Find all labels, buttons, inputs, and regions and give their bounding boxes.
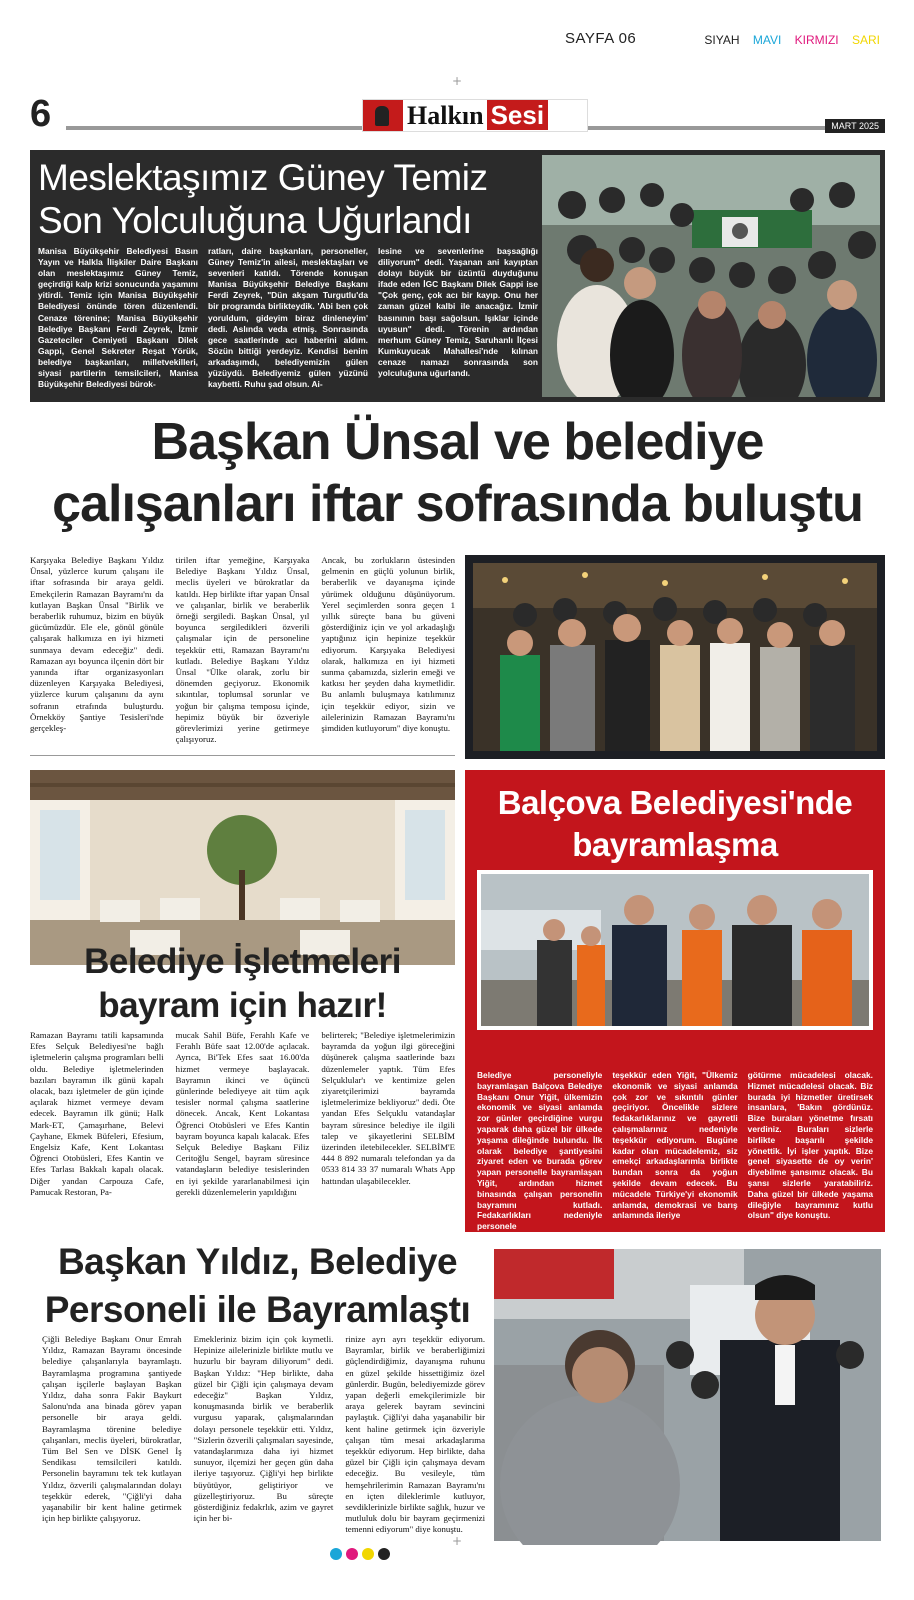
article-column: götürme mücadelesi olacak. Hizmet mücadelesi olacak. Biz burada iyi hizmetler üretirsek insanlara, 'Bakın gördünüz. Bize buraları yönetme fırsatı verdiniz. Buraları sizlerle birlikte başarılı şekilde yönettik. İyi işler yaptık. Bize genel siyasette de oy verin' diyebilme şansımız olacak. Bu şansı sizlerle yaratabiliriz. Daha güzel bir ülkede yaşama dileğiyle bayramınız kutlu olsun" diye konuştu. <box>747 1070 873 1221</box>
article-column: Ramazan Bayramı tatili kapsamında Efes Selçuk Belediyesi'ne bağlı işletmelerin çalışma programları belli oldu. Belediye işletmelerinden bazıları bayramın ilk günü kapalı olacak, bazı işletmeler de gün içinde açılarak hizmet vermeye devam edecek. Bayramın ilk günü; Halk Mark-ET, Çamaşırhane, Belevi Çayhane, Ekmek Büfeleri, Efesium, Engelsiz Kafe, Kent Lokantası Öğrenci Otobüsleri, Efes Kantin ve Efes Tarlası Bakkalı kapalı olacak. Diğer yandan Carpouza Cafe, Pamucak Restoran, Pa- <box>30 1030 164 1197</box>
article-column: Emekleriniz bizim için çok kıymetli. Hepinize ailelerinizle birlikte mutlu ve huzurlu bir bayram diliyorum" dedi. Başkan Yıldız: "Hep birlikte, daha güzel bir Çiğli için çalışmaya devam edeceğiz" Başkan Yıldız, konuşmasında birlik ve beraberlik vurgusu yaparak, çalışmalarından dolayı personele teşekkür etti. Yıldız, "Sizlerin özverili çalışmaları sayesinde, vatandaşlarımıza daha iyi hizmet sunuyor, ilçemizi her geçen gün daha ileriye taşıyoruz. Çiğli'yi hep birlikte büyütüyor, geliştiriyor ve güzelleştiriyoruz. Bu süreçte gösterdiğiniz fedakrlık, azim ve gayret için her bi- <box>193 1334 334 1524</box>
article-body-business-holiday <box>30 1030 455 1198</box>
magenta-dot <box>346 1548 358 1560</box>
article-column: teşekkür eden Yiğit, "Ülkemiz ekonomik ve siyasi anlamda çok zor ve sıkıntılı günler geçiriyor. Öncelikle sizlere fedakarlıklarınız ve gayretli çalışmalarınız nedeniyle teşekkür ediyorum. Bugüne kadar olan mücadelemiz, siz emekçi arkadaşlarımla birlikte bundan sonra da yoğun şekilde devam edecek. Bu mücadele Türkiye'yi ekonomik anlamda, demokrasi ve barış anlamında ileriye <box>612 1070 738 1221</box>
article-column: belirterek; "Belediye işletmelerimizin bayramda da yoğun ilgi göreceğini düşünerek çalışma saatlerinde bazı düzenlemeler yaptık. Tüm Efes Selçuklular'ı ve kentimize gelen ziyaretçilerimizi bayramda işletmelerimize bekliyoruz" dedi. Öte yandan Efes Selçuklu vatandaşlar bayram süresince belediye ile ilgili talep ve şikayetlerini SELBİM üzerinden iletebilecekler. SELBİM'E 444 8 892 numaralı telefondan ya da 0533 814 33 37 numaralı Whats App hattından ulaşabilecekler. <box>321 1030 456 1186</box>
article-body-balcova <box>477 1070 873 1232</box>
story-balcova <box>465 770 885 1232</box>
article-body-cigli <box>42 1334 485 1536</box>
cyan-dot <box>330 1548 342 1560</box>
headline-funeral: Meslektaşımız Güney Temiz Son Yolculuğuna Uğurlandı <box>38 157 488 241</box>
plate-yellow: SARI <box>851 33 880 47</box>
article-column: Çiğli Belediye Başkanı Onur Emrah Yıldız, Ramazan Bayramı öncesinde belediye çalışanlarıyla bayramlaştı. Bayramlaşma programına şantiyede çalışan işçilerle başlayan Başkan Yıldız, daha sonra Fakir Baykurt Salonu'nda ana binada görev yapan personelle bir araya geldi. Bayramlaşma törenine belediye çalışanları, meclis üyeleri, bürokratlar, Tüm Bel Sen ve DİSK Genel İş Sendikası temsilcileri katıldı. Personelin bayramını tek tek kutlayan Yıldız, özverili çalışmalarından dolayı teşekkür ederek, "Çiğli'yi daha yaşanabilir bir kent haline getirmek için hep birlikte çalışıyoruz. <box>42 1334 182 1524</box>
article-body-iftar <box>30 555 455 745</box>
logo-word-sesi: Sesi <box>487 100 549 130</box>
article-column: lesine ve sevenlerine başsağlığı diliyorum" dedi. Yaşanan ani kayıptan dolayı büyük bir üzüntü duyduğunu ifade eden İGC Başkanı Dilek Gappi ise "Çok genç, çok acı bir kayıp. Onu her zaman güzel kalbi ile anacağız. İzmir basınının başı sağolsun. Işıklar içinde uyusun" dedi. Törenin ardından merhum Güney Temiz, Saruhanlı İlçesi Kumkuyucak Mahallesi'nde kılınan cenaze namazı sonrasında son yolculuğuna uğurlandı. <box>378 246 538 379</box>
plate-magenta: KIRMIZI <box>794 33 839 47</box>
color-registration-dots <box>330 1548 390 1560</box>
registration-mark-top: + <box>452 74 463 88</box>
column-rule <box>30 755 455 756</box>
color-plates <box>694 33 880 47</box>
article-column: tirilen iftar yemeğine, Karşıyaka Belediye Başkanı Yıldız Ünsal, meclis üyeleri ve bürokratlar da katıldı. Hep birlikte iftar yapan Ünsal ve çalışanlar, birlik ve beraberlik örneği sergiledi. Başkan Ünsal, yıl boyunca sergiledikleri özverili çalışmalar için de personeline teşekkür etti, Ramazan Bayramı'nı kutladı. Belediye Başkanı Yıldız Ünsal "Ülke olarak, zorlu bir dönemden geçiyoruz. Ekonomik sıkıntılar, toplumsal sorunlar ve yoğun bir çalışma temposu içinde, hepimiz büyük bir özveriyle görevlerimizi yerine getirmeye çalışıyoruz. <box>175 555 310 745</box>
black-dot <box>378 1548 390 1560</box>
article-column: Karşıyaka Belediye Başkanı Yıldız Ünsal, yüzlerce kurum çalışanı ile iftar sofrasında bir araya geldi. Emekçilerin Ramazan Bayramı'nı da kutlayan Başkan Ünsal "Birlik ve beraberlik ruhumuz, bizim en büyük gücümüzdür. Ele ele, gönül gönüle çalışarak halkımıza en iyi hizmeti sunmaya devam edeceğiz" dedi. Ramazan ayı boyunca ilçenin dört bir yanında iftar organizasyonları düzenleyen Karşıyaka Belediyesi, yüzlerce kurum çalışanını da aynı sofranın etrafında buluşturdu. Örnekköy Şantiye Tesisleri'nde gerçekleş- <box>30 555 164 734</box>
article-body-funeral <box>38 246 538 390</box>
article-column: Ancak, bu zorlukların üstesinden gelmenin en güçlü yolunun birlik, beraberlik ve dayanışma içinde yürümek olduğunu düşünüyorum. Yerel seçimlerden sonra geçen 1 yıllık süreçte bana bu güveni gösterdiğiniz için ve yol arkadaşlığı yaptığınız için hepinize teşekkür ediyorum. Karşıyaka Belediyesi olarak, halkımıza en iyi hizmeti sunma çabamızda, sizlerin emeği ve katkısı her şeyden daha kıymetlidir. Bu anlamlı buluşmaya katılımınız için teşekkür ediyor, sizin ve ailelerinizin Ramazan Bayramı'nı şimdiden kutluyorum" diye konuştu. <box>321 555 456 734</box>
photo-restaurant-interior <box>30 770 455 965</box>
plate-cyan: MAVI <box>752 33 782 47</box>
article-column: ratları, daire başkanları, personeller, Güney Temiz'in ailesi, meslektaşları ve sevenleri katıldı. Törende konuşan Manisa Büyükşehir Belediye Başkanı Ferdi Zeyrek, "Dün akşam Turgutlu'da bir programda birlikteydik. 'Abi ben çok yoruldum, gideyim biraz dinleneyim' dedi. Aslında veda etmiş. Sonrasında gece saatlerinde acı haberini aldım. Sözün bittiği yerdeyiz. Kendisi benim arkadaşımdı, belediyemizin gülen yüzüydü. Belediyemiz gülen yüzünü kaybetti. Ruhu şad olsun. Ai- <box>208 246 368 390</box>
print-header <box>0 30 914 50</box>
headline-iftar: Başkan Ünsal ve belediye çalışanları iftar sofrasında buluştu <box>52 413 863 533</box>
article-column: Manisa Büyükşehir Belediyesi Basın Yayın ve Halkla İlişkiler Daire Başkanı olan meslektaşımız Güney Temiz, geçirdiği kalp krizi sonucunda yaşamını yitirdi. Temiz için Manisa Büyükşehir Belediyesi önünde tören düzenlendi. Cenaze törenine; Manisa Büyükşehir Belediye Başkanı Ferdi Zeyrek, İzmir Gazeteciler Cemiyeti Başkanı Dilek Gappi, Genel Sekreter Reşat Yörük, belediye başkanları, milletvekilleri, siyasi partilerin temsilcileri, Manisa Büyükşehir Belediyesi bürok- <box>38 246 198 390</box>
yellow-dot <box>362 1548 374 1560</box>
headline-balcova: Balçova Belediyesi'nde bayramlaşma <box>497 784 853 863</box>
page-label: SAYFA 06 <box>565 30 637 47</box>
newspaper-logo <box>362 99 588 132</box>
headline-business-holiday: Belediye İşletmeleri bayram için hazır! <box>84 942 401 1025</box>
article-column: mucak Sahil Büfe, Ferahlı Kafe ve Ferahlı Büfe saat 12.00'de açılacak. Ayrıca, Bi'Tek Efes saat 16.00'da hizmet vermeye başlayacak. Bayramın ikinci ve üçüncü günlerinde belediyeye ait tüm açık tesisler normal çalışma saatlerine dönecek. Ancak, Kent Lokantası Öğrenci Otobüsleri ve Efes Kantin bayram boyunca kapalı kalacak. Efes Selçuk Belediye Başkanı Filiz Ceritoğlu Sengel, bayram süresince vatandaşların belediye tesislerinden en iyi şekilde yararlanabilmesi için gerekli düzenlemelerin yapıldığını <box>175 1030 310 1197</box>
article-column: Belediye personeliyle bayramlaşan Balçova Belediye Başkanı Onur Yiğit, ülkemizin ekonomik ve siyasi anlamda zor günler geçirdiğine vurgu yaparak daha güzel bir ülkede yaşama dileğinde bulundu. İlk olarak belediye şantiyesini ziyaret eden ve burada görev yapan personelle bayramlaşan Yiğit, ardından hizmet binasında çalışan personelin bayramını kutladı. Fedakarlıkları nedeniyle personele <box>477 1070 603 1232</box>
masthead <box>30 95 885 137</box>
page-number: 6 <box>30 93 52 135</box>
ataturk-silhouette-icon <box>363 100 403 131</box>
logo-word-halkin: Halkın <box>407 101 484 130</box>
photo-cigli-handshake <box>490 1245 885 1545</box>
issue-date: MART 2025 <box>825 119 885 133</box>
photo-balcova-handshake <box>477 870 873 1030</box>
article-column: rinize ayrı ayrı teşekkür ediyorum. Bayramlar, birlik ve beraberliğimizi güçlendirdiğimiz, dayanışma ruhunu en güzel şekilde hissettiğimiz özel günlerdir. Bugün, belediyemizde görev yapan değerli emekçilerimizle bir araya gelerek bayram sevincini paylaştık. Çiğli'yi daha yaşanabilir bir kent haline getirmek için özveriyle çalışan tüm mesai arkadaşlarıma teşekkür ediyorum. Hep birlikte, daha güzel bir Çiğli için çalışmaya devam edeceğiz. Bu vesileyle, tüm hemşehrilerimin Ramazan Bayramı'nı en içten dileklerimle kutluyor, sevdiklerinizle birlikte sağlık, huzur ve mutluluk dolu bir bayram geçirmenizi temenni ediyorum" diye konuştu. <box>345 1334 486 1535</box>
story-funeral <box>30 150 885 402</box>
headline-cigli: Başkan Yıldız, Belediye Personeli ile Bayramlaştı <box>44 1241 471 1330</box>
photo-iftar-group <box>465 555 885 759</box>
photo-funeral-crowd <box>542 155 880 397</box>
plate-black: SIYAH <box>704 33 740 47</box>
registration-mark-bottom: + <box>452 1534 463 1548</box>
